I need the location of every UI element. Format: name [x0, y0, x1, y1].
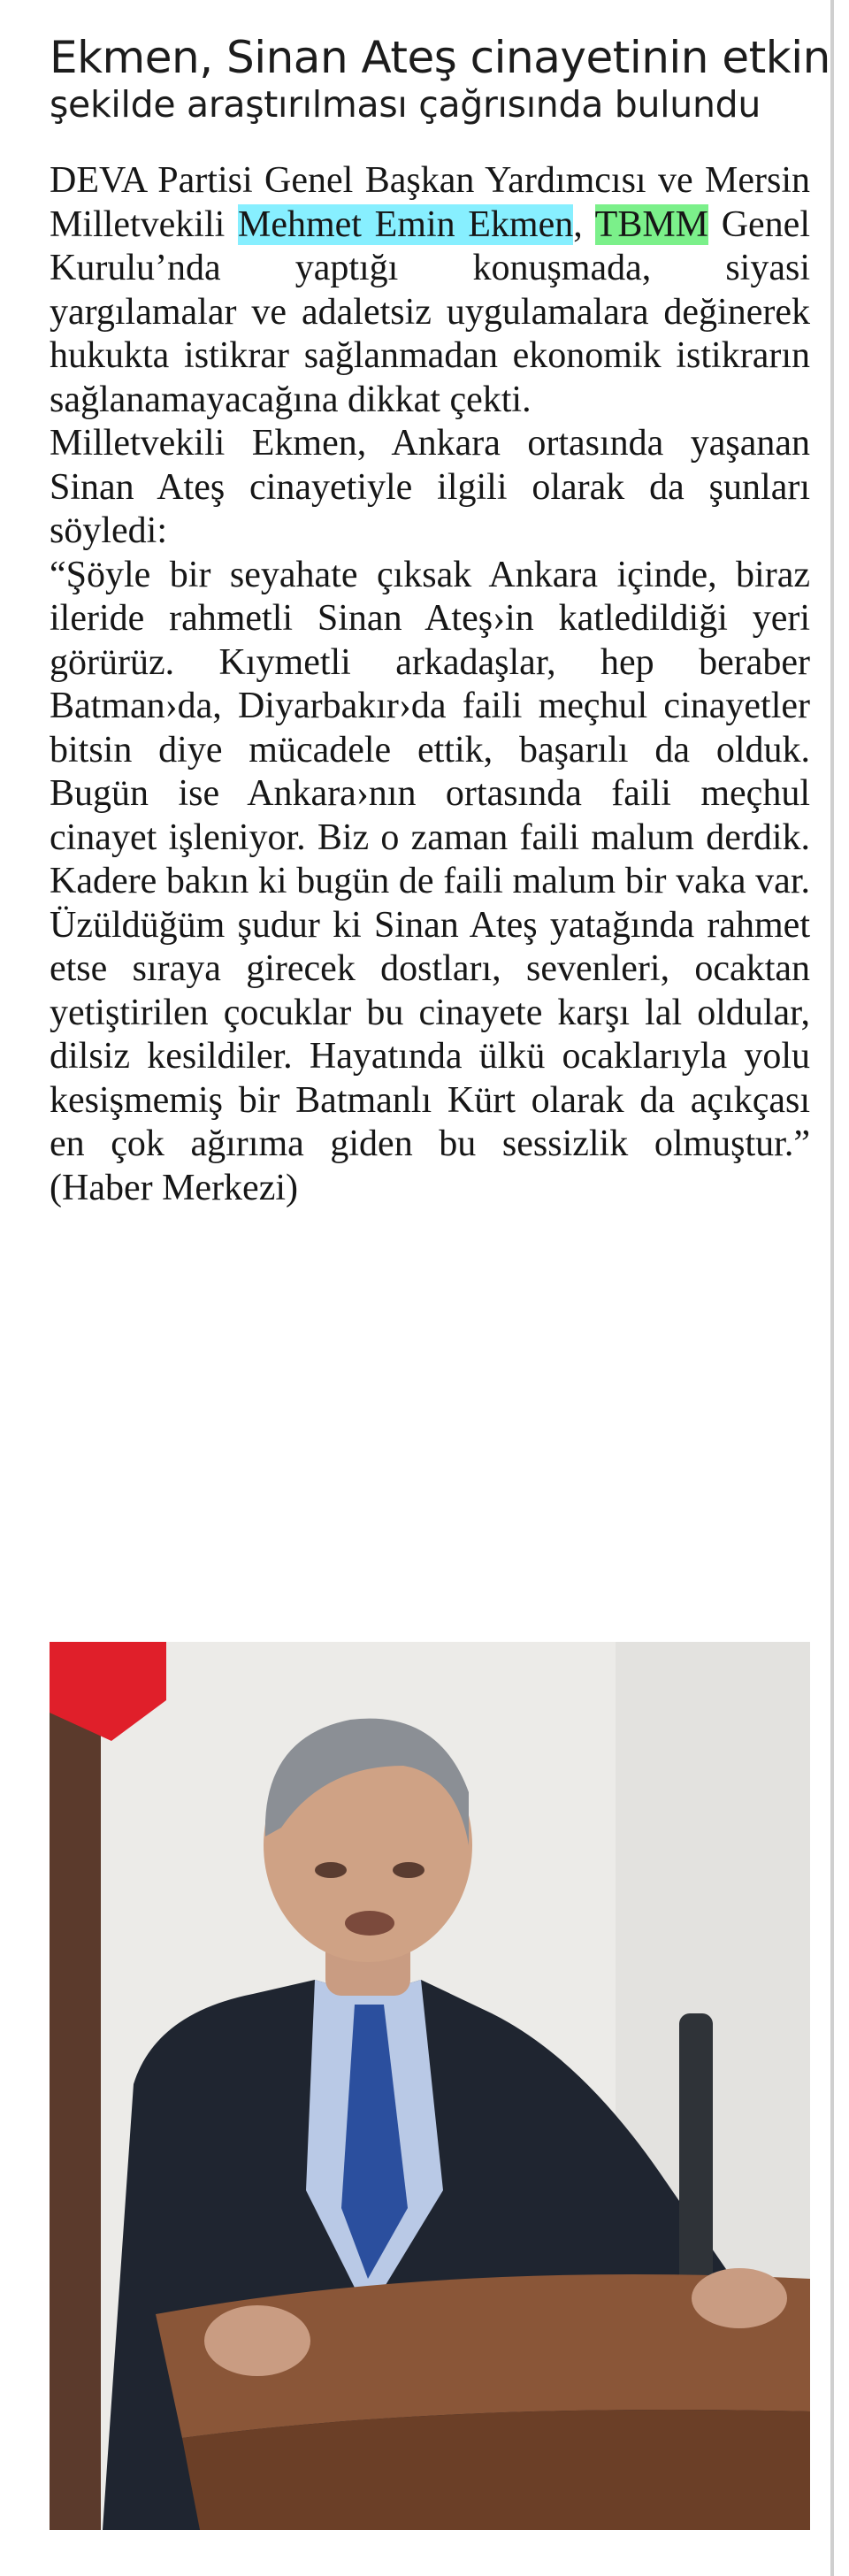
headline — [50, 32, 830, 126]
speaker-at-podium-image — [50, 1642, 810, 2530]
headline-line-1: Ekmen, Sinan Ateş cinayetinin etkin — [50, 32, 830, 83]
paragraph-1 — [50, 159, 810, 422]
wooden-frame — [50, 1642, 101, 2530]
left-eye — [315, 1862, 347, 1878]
microphone — [679, 2013, 713, 2296]
podium-front — [182, 2410, 810, 2530]
left-hand — [204, 2305, 310, 2376]
paragraph-1-rest: Genel Kurulu’nda yaptığı konuşmada, siyasi yargılamalar ve adaletsiz uygulamalara değinerek hukukta istikrar sağlanmadan ekonomik istikrarın sağlanamayacağına dikkat çekti. — [50, 203, 810, 420]
article-body — [50, 159, 810, 1210]
highlighted-organization: TBMM — [594, 203, 709, 245]
right-hand — [692, 2268, 787, 2328]
article-photo — [50, 1642, 810, 2530]
headline-line-2: şekilde araştırılması çağrısında bulundu — [50, 83, 761, 126]
paragraph-3-quote: “Şöyle bir seyahate çıksak Ankara içinde, biraz ileride rahmetli Sinan Ateş›in katledildiği yeri görürüz. Kıymetli arkadaşlar, hep beraber Batman›da, Diyarbakır›da faili meçhul cinayetler bitsin diye mücadele ettik, başarılı da olduk. Bugün ise Ankara›nın ortasında faili meçhul cinayet işleniyor. Biz o zaman faili malum derdik. Kadere bakın ki bugün de faili malum bir vaka var. Üzüldüğüm şudur ki Sinan Ateş yatağında rahmet etse sıraya girecek dostları, sevenleri, ocaktan yetiştirilen çocuklar bu cinayete karşı lal oldular, dilsiz kesildiler. Hayatında ülkü ocaklarıyla yolu kesişmemiş bir Batmanlı Kürt olarak da açıkçası en çok ağırıma giden bu sessizlik olmuştur.” (Haber Merkezi) — [50, 554, 810, 1208]
right-eye — [393, 1862, 424, 1878]
paragraph-2: Milletvekili Ekmen, Ankara ortasında yaşanan Sinan Ateş cinayetiyle ilgili olarak da şunları söyledi: — [50, 423, 810, 551]
column-divider — [830, 0, 834, 2576]
paragraph-1-comma: , — [573, 203, 595, 245]
mouth — [345, 1911, 394, 1936]
paragraph-1-intro: DEVA Partisi Genel Başkan Yardımcısı ve Mersin Milletvekili — [50, 160, 810, 245]
highlighted-name: Mehmet Emin Ekmen — [237, 203, 574, 245]
